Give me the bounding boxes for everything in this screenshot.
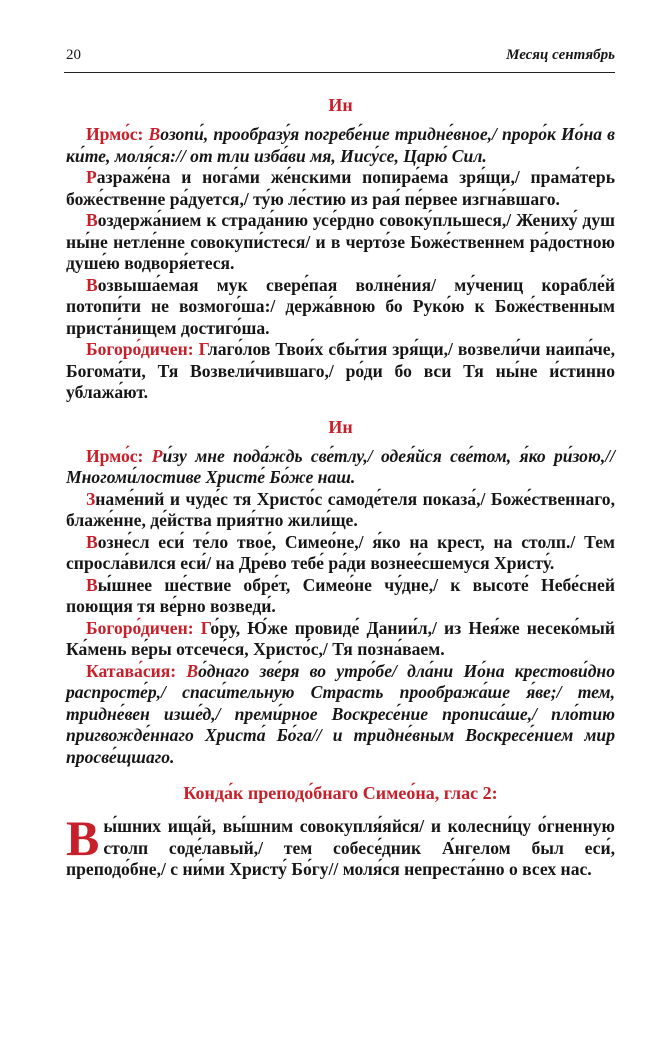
- theotokion-initial: Г: [198, 339, 208, 359]
- section-heading: Ин: [328, 95, 353, 115]
- irmos-text: и́зу мне пода́ждь све́тлу,/ одея́йся све́том, я́ко ри́зою,// Многоми́лостиве Христе́ Бо́же наш.: [66, 445, 615, 487]
- troparion-text: наме́ний и чуде́с тя Христо́с самоде́теля показа́,/ Боже́ственнаго, блаже́нне, де́йства прия́тно жили́ще.: [66, 488, 615, 530]
- running-head: [66, 46, 615, 64]
- header-rule: [64, 72, 615, 73]
- irmos-initial: В: [148, 124, 161, 144]
- page-number: 20: [66, 47, 81, 63]
- irmos-text: озопи́, прообразу́я погребе́ние тридне́вное,/ проро́к Ио́на в ки́те, моля́ся:// от тли изба́ви мя, Иису́се, Царю́ Сил.: [66, 124, 615, 166]
- troparion-text: озне́сл еси́ те́ло твое́, Симео́не,/ я́ко на крест, на столп./ Тем спросла́вился еси́/ на Дре́во тебе́ ра́ди вознее́сшемуся Христу́.: [66, 531, 615, 573]
- drop-cap-initial: В: [66, 810, 100, 866]
- kontakion-paragraph: [66, 810, 615, 881]
- theotokion-text: о́ру, Ю́же провиде́ Дании́л,/ из Нея́же несеко́мый Ка́мень ве́ры отсече́ся, Христо́с,/ Тя позна́ваем.: [66, 617, 615, 659]
- troparion-text: азраже́на и нога́ми же́нскими попира́ема зря́щи,/ прама́терь боже́ственне ра́дуется,/ ту́ю ле́стию из рая́ пе́рвее изгна́вшаго.: [66, 167, 615, 209]
- katavasia-text: о́днаго зве́ря во утро́бе/ дла́ни Ио́на крестови́дно распросте́р,/ спаси́тельную Страсть прообража́ше я́ве;/ тем, тридне́вен изше́д,/ преми́рное Воскресе́ние прописа́ше,/ пло́тию пригвожде́ннаго Христа́ Бо́га// и тридне́вным Воскресе́нием мир просве́щшаго.: [66, 660, 615, 767]
- troparion-paragraph: [66, 210, 615, 275]
- irmos-paragraph: [66, 124, 615, 167]
- theotokion-text: лаго́лов Твои́х сбы́тия зря́щи,/ возвели́чи наипа́че, Богома́ти, Тя Возвели́чившаго,/ ро́ди бо вси Тя ны́не и́стинно ублажа́ют.: [66, 339, 615, 402]
- troparion-initial: В: [86, 574, 98, 595]
- irmos-initial: Р: [151, 445, 163, 466]
- troparion-paragraph: [66, 275, 615, 340]
- theotokion-label: Богоро́дичен:: [86, 617, 194, 638]
- troparion-paragraph: [66, 575, 615, 618]
- katavasia-label: Катава́сия:: [86, 660, 177, 681]
- irmos-label: Ирмо́с:: [86, 445, 144, 466]
- troparion-initial: В: [86, 274, 98, 295]
- running-title: Месяц сентябрь: [506, 47, 615, 63]
- theotokion-label: Богоро́дичен:: [86, 339, 194, 359]
- troparion-text: озвыша́емая мук свере́пая волне́ния/ му́чениц корабле́й потопи́ти не возмого́ша:/ держа́вною бо Руко́ю к Боже́ственным приста́нищем достиго́ша.: [66, 274, 615, 338]
- troparion-initial: В: [86, 210, 98, 230]
- troparion-initial: Р: [86, 167, 97, 187]
- troparion-initial: В: [86, 531, 98, 552]
- theotokion-initial: Г: [200, 617, 211, 638]
- troparion-paragraph: [66, 489, 615, 532]
- troparion-text: ы́шнее ше́ствие обре́т, Симео́не чу́дне,/ к высоте́ Небе́сней поющия тя ве́рно возведи́.: [66, 574, 615, 616]
- theotokion-paragraph: [66, 618, 615, 661]
- katavasia-initial: В: [186, 660, 199, 681]
- kontakion-text: ы́шних ища́й, вы́шним совокупля́яйся/ и колесни́цу о́гненную столп соде́лавый,/ тем собесе́дник А́нгелом был еси́, преподо́бне,/ с ни́ми Христу́ Бо́гу// моля́ся непреста́нно о всех нас.: [66, 816, 615, 879]
- troparion-text: оздержа́нием к страда́нию усе́рдно совоку́пльшеся,/ Жениху́ душ ны́не нетле́нне совокупи́стеся/ и в черто́зе Боже́ственнем ра́достною душе́ю водворя́етеся.: [66, 210, 615, 273]
- troparion-initial: З: [86, 488, 96, 509]
- troparion-paragraph: [66, 167, 615, 210]
- irmos-label: Ирмо́с:: [86, 124, 144, 144]
- troparion-paragraph: [66, 532, 615, 575]
- katavasia-paragraph: [66, 661, 615, 769]
- kontakion-heading: Конда́к преподо́бнаго Симео́на, глас 2:: [183, 783, 498, 803]
- page-content: [66, 94, 615, 881]
- irmos-paragraph: [66, 446, 615, 489]
- theotokion-paragraph: [66, 339, 615, 404]
- section-heading: Ин: [328, 416, 353, 437]
